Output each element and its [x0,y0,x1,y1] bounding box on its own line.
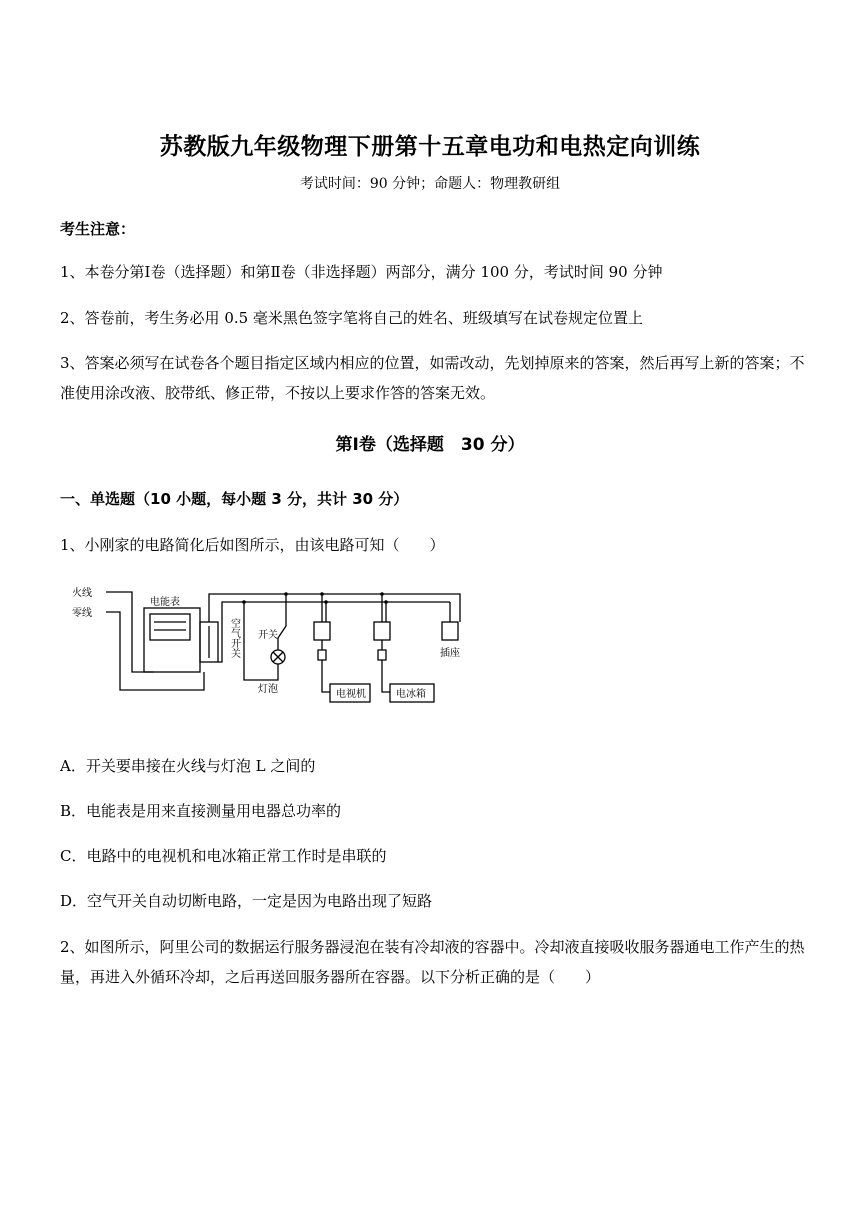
fridge-socket [374,622,390,640]
q1-option-c: C．电路中的电视机和电冰箱正常工作时是串联的 [60,847,387,865]
label-tv: 电视机 [336,689,366,700]
neutral-bus [218,602,450,662]
label-live-wire: 火线 [72,588,92,599]
page-title: 苏教版九年级物理下册第十五章电功和电热定向训练 [159,134,701,160]
live-wire-line [106,592,154,672]
q1-option-b: B．电能表是用来直接测量用电器总功率的 [60,802,342,820]
label-neutral-wire: 零线 [72,608,92,619]
label-socket: 插座 [440,648,460,659]
section-title: 第Ⅰ卷（选择题 30 分） [335,435,525,455]
part-title: 一、单选题（10 小题，每小题 3 分，共计 30 分） [60,490,409,508]
live-bus [209,594,460,622]
circuit-diagram [64,580,484,730]
notice-item-2: 2、答卷前，考生务必用 0.5 毫米黑色签字笔将自己的姓名、班级填写在试卷规定位置上 [60,309,643,327]
question-2-stem: 2、如图所示，阿里公司的数据运行服务器浸泡在装有冷却液的容器中。冷却液直接吸收服务器通电工作产生的热量，再进入外循环冷却，之后再送回服务器所在容器。以下分析正确的是（ ） [60,938,805,986]
wall-socket [442,622,458,640]
neutral-wire-line [106,612,204,690]
q1-option-d: D．空气开关自动切断电路，一定是因为电路出现了短路 [60,892,433,910]
exam-info: 考试时间：90 分钟；命题人：物理教研组 [299,176,561,192]
label-breaker: 空气开关 [228,618,240,658]
label-bulb: 灯泡 [258,684,278,695]
label-fridge: 电冰箱 [396,689,426,700]
label-switch: 开关 [258,630,278,641]
question-1-stem: 1、小刚家的电路简化后如图所示，由该电路可知（ ） [60,536,445,554]
label-meter: 电能表 [150,597,180,608]
meter-display [150,614,190,640]
q1-option-a: A．开关要串接在火线与灯泡 L 之间的 [60,757,316,775]
tv-socket [314,622,330,640]
notice-item-3: 3、答案必须写在试卷各个题目指定区域内相应的位置，如需改动，先划掉原来的答案，然后再写上新的答案；不准使用涂改液、胶带纸、修正带，不按以上要求作答的答案无效。 [60,354,805,402]
notice-heading: 考生注意： [60,220,136,238]
notice-item-1: 1、本卷分第Ⅰ卷（选择题）和第Ⅱ卷（非选择题）两部分，满分 100 分，考试时间 90 分钟 [60,263,663,281]
